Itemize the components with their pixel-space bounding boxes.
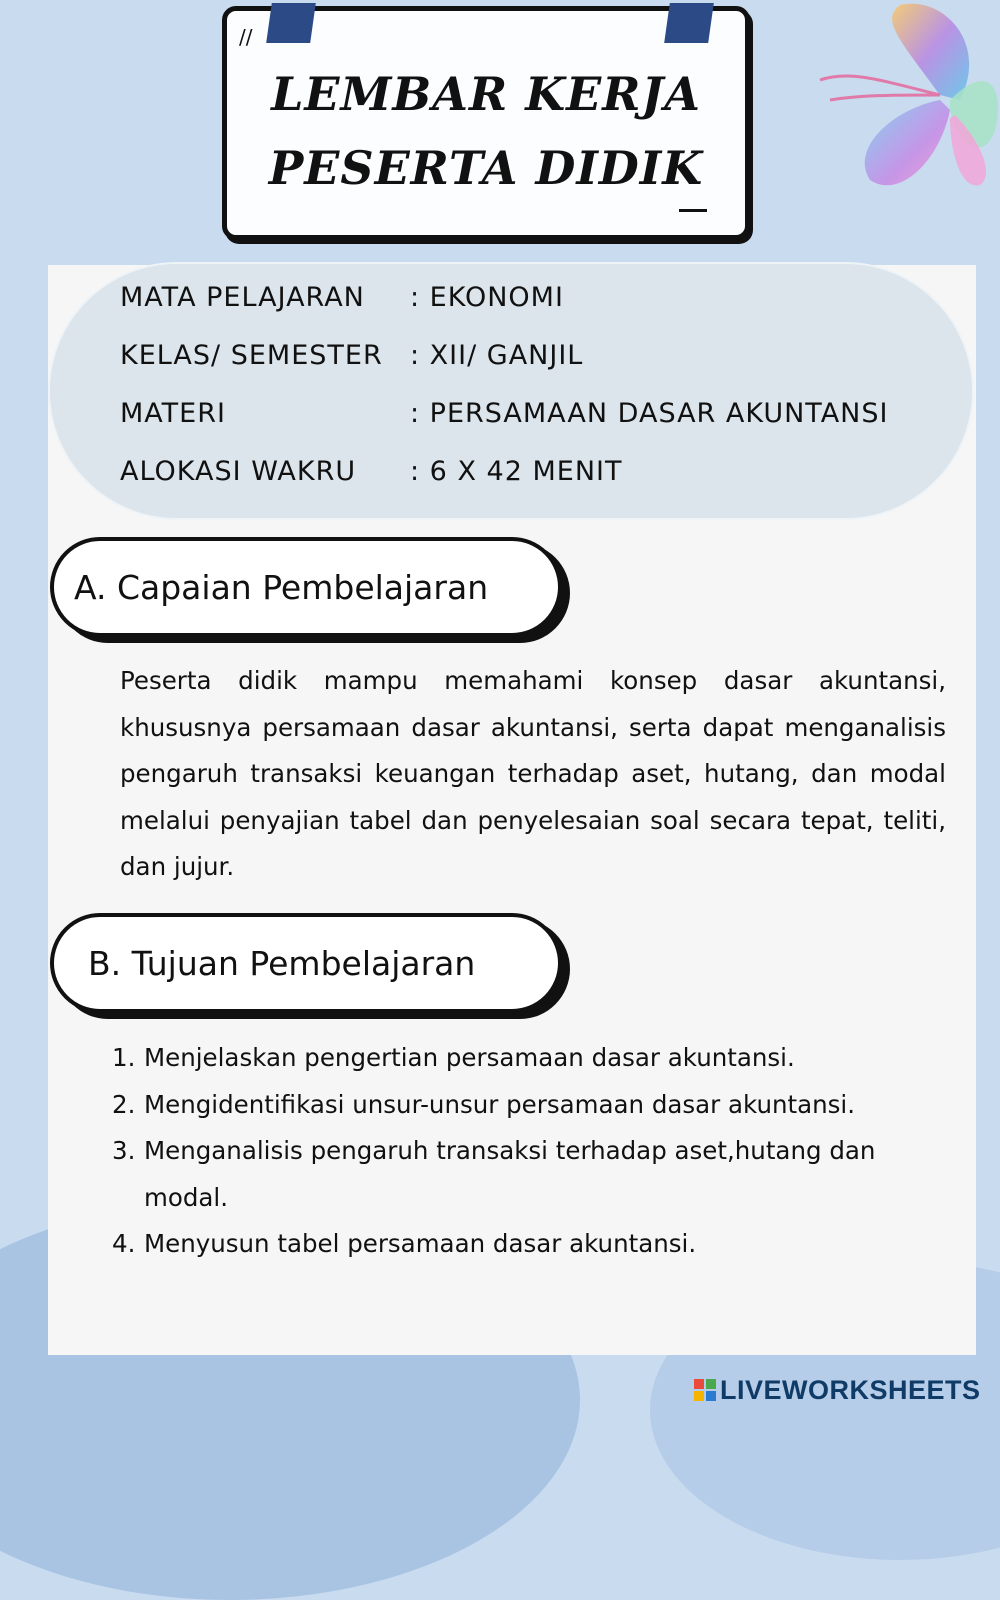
info-label: MATA PELAJARAN	[120, 282, 365, 313]
list-item-text: Menyusun tabel persamaan dasar akuntansi.	[144, 1229, 697, 1259]
section-a-heading-pill	[50, 537, 562, 637]
title-line-1: LEMBAR KERJA	[271, 67, 701, 121]
title-line-2: PESERTA DIDIK	[268, 141, 704, 195]
list-item-number: 4.	[112, 1229, 136, 1259]
section-b-heading: B. Tujuan Pembelajaran	[88, 944, 476, 983]
info-row	[120, 398, 889, 429]
info-label: ALOKASI WAKRU	[120, 456, 357, 487]
list-item	[112, 1128, 952, 1221]
info-value: : EKONOMI	[410, 282, 564, 313]
list-item-text: Menganalisis pengaruh transaksi terhadap aset,hutang dan modal.	[144, 1136, 876, 1212]
title-card	[222, 6, 750, 240]
doodle-dash	[679, 209, 707, 212]
info-box	[48, 262, 974, 520]
goals-list	[112, 1035, 952, 1268]
list-item-text: Menjelaskan pengertian persamaan dasar akuntansi.	[144, 1043, 795, 1072]
info-label: KELAS/ SEMESTER	[120, 340, 383, 371]
info-value: : XII/ GANJIL	[410, 340, 584, 371]
liveworksheets-logo-icon	[694, 1379, 716, 1401]
list-item-text: Mengidentifikasi unsur-unsur persamaan dasar akuntansi.	[144, 1089, 856, 1119]
info-label: MATERI	[120, 398, 226, 429]
brand-name: LIVEWORKSHEETS	[720, 1374, 981, 1405]
tape-right	[664, 3, 714, 43]
info-row	[120, 282, 564, 313]
list-item-number: 1.	[112, 1043, 136, 1072]
info-value: : 6 X 42 MENIT	[410, 456, 623, 487]
info-value: : PERSAMAAN DASAR AKUNTANSI	[410, 398, 889, 429]
butterfly-illustration	[790, 0, 1000, 200]
list-item-number: 3.	[112, 1136, 136, 1166]
info-row	[120, 340, 584, 371]
section-a-body: Peserta didik mampu memahami konsep dasar akuntansi, khususnya persamaan dasar akuntansi, serta dapat menganalisis pengaruh transaksi keuangan terhadap aset, hutang, dan modal melalui penyajian tabel dan penyelesaian soal secara tepat, teliti, dan jujur.	[120, 666, 946, 882]
doodle-mark: //	[239, 25, 253, 49]
section-b-heading-pill	[50, 913, 562, 1013]
info-row	[120, 456, 623, 487]
list-item	[112, 1221, 952, 1268]
brand-footer	[694, 1372, 981, 1408]
tape-left	[266, 3, 316, 43]
list-item-number: 2.	[112, 1089, 136, 1119]
list-item	[112, 1035, 952, 1082]
section-a-heading: A. Capaian Pembelajaran	[74, 568, 489, 607]
list-item	[112, 1082, 952, 1129]
